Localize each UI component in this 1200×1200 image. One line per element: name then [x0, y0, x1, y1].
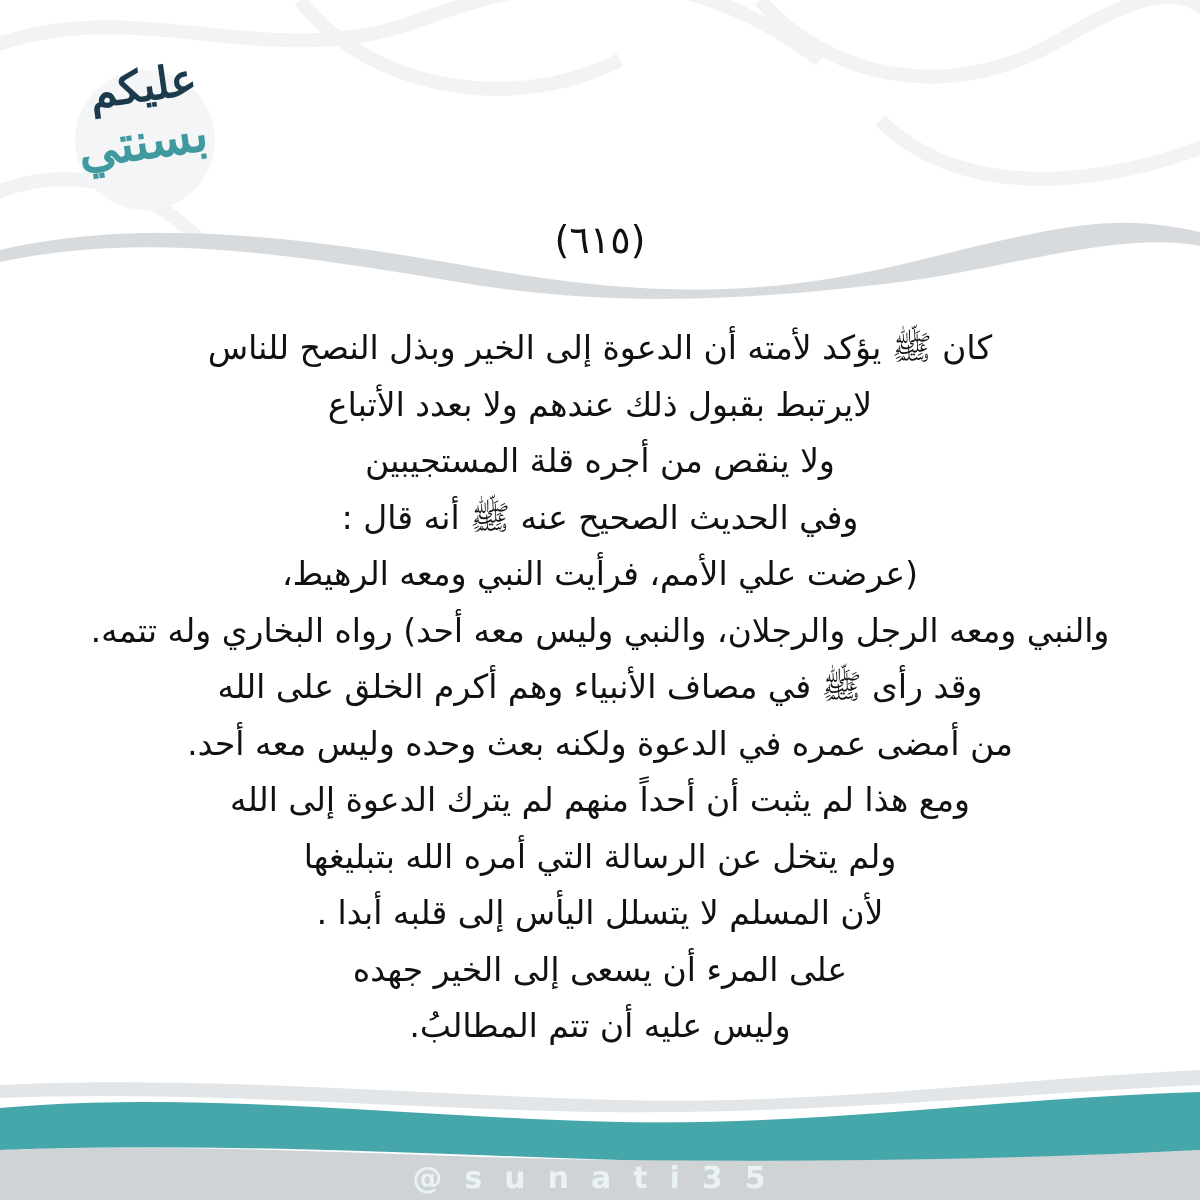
text-line: ولا ينقص من أجره قلة المستجيبين — [365, 441, 835, 480]
text-line: ومع هذا لم يثبت أن أحداً منهم لم يترك الدعوة إلى الله — [230, 780, 970, 819]
text-line: (عرضت علي الأمم، فرأيت النبي ومعه الرهيط، — [282, 554, 918, 593]
text-line: ولم يتخل عن الرسالة التي أمره الله بتبليغها — [303, 836, 897, 876]
logo-line-1: عليكم — [86, 53, 200, 120]
text-line: والنبي ومعه الرجل والرجلان، والنبي وليس معه أحد) رواه البخاري وله تتمه. — [90, 610, 1110, 650]
text-line: كان ﷺ يؤكد لأمته أن الدعوة إلى الخير وبذل النصح للناس — [207, 328, 993, 367]
social-handle: @sunati35 — [412, 1161, 788, 1196]
text-line: وفي الحديث الصحيح عنه ﷺ أنه قال : — [341, 497, 859, 537]
text-line: على المرء أن يسعى إلى الخير جهده — [352, 949, 848, 989]
text-line: من أمضى عمره في الدعوة ولكنه بعث وحده وليس معه أحد. — [187, 723, 1013, 763]
post-number: (٦١٥) — [554, 218, 646, 262]
text-line: وليس عليه أن تتم المطالبُ. — [409, 1006, 791, 1045]
text-line: لأن المسلم لا يتسلل اليأس إلى قلبه أبدا . — [316, 893, 884, 932]
logo-line-2: بسنتي — [74, 103, 212, 180]
text-line: وقد رأى ﷺ في مصاف الأنبياء وهم أكرم الخلق على الله — [217, 667, 983, 706]
text-line: لايرتبط بقبول ذلك عندهم ولا بعدد الأتباع — [327, 384, 873, 424]
logo — [74, 53, 212, 212]
body-text — [60, 320, 1140, 1055]
